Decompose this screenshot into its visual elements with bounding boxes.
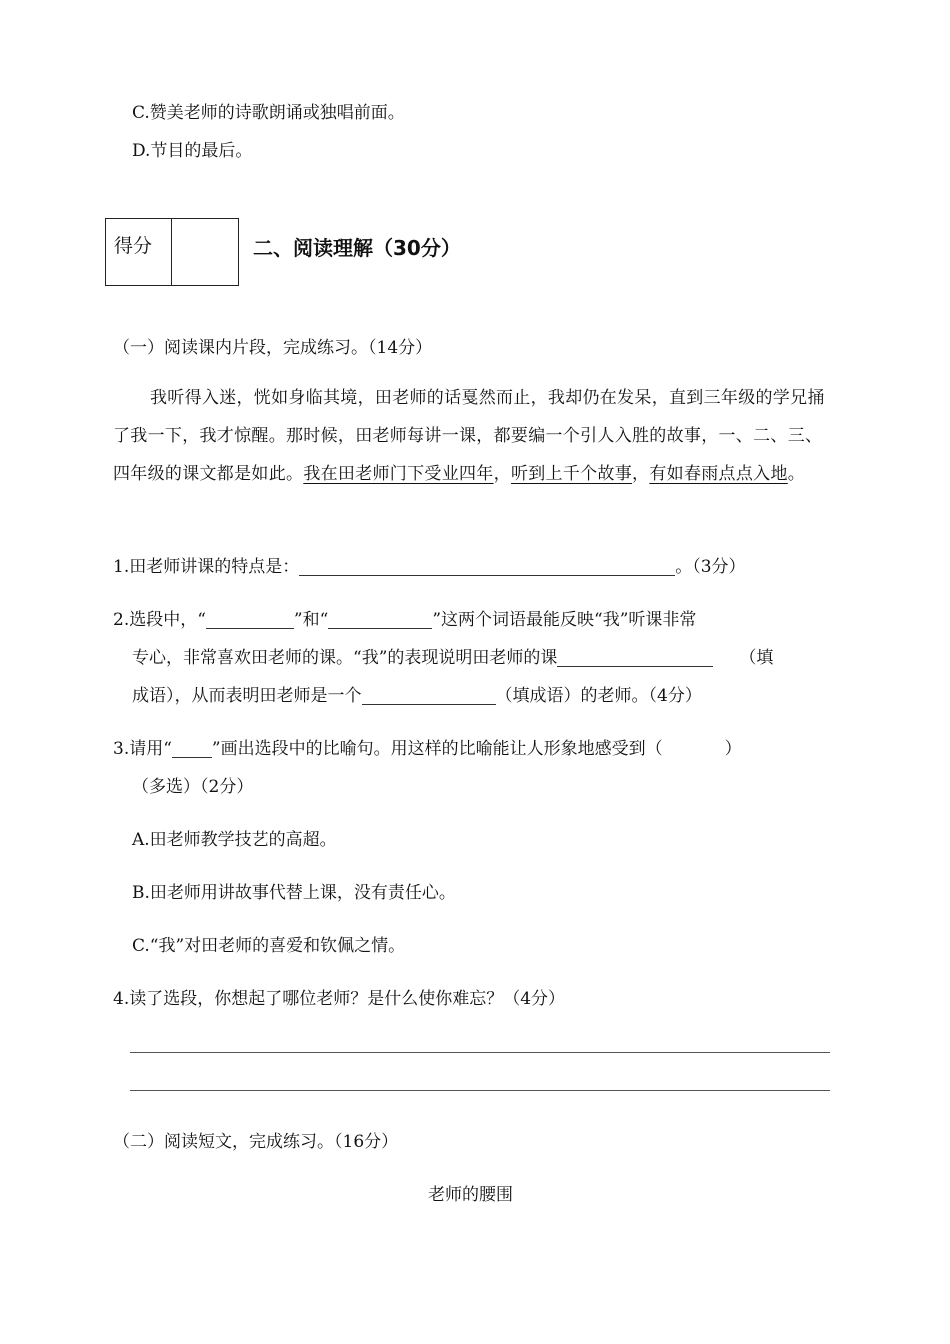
option-d: D.节目的最后。 (132, 141, 253, 161)
q2-word-blank-1[interactable] (206, 610, 294, 629)
part2-heading: （二）阅读短文，完成练习。（16分） (113, 1132, 399, 1152)
q4-answer-line-2[interactable] (130, 1090, 830, 1091)
reading-passage: 我听得入迷，恍如身临其境，田老师的话戛然而止，我却仍在发呆，直到三年级的学兄捅了我一下，我才惊醒。那时候，田老师每讲一课，都要编一个引人入胜的故事，一、二、三、四年级的课文都是如此。我在田老师门下受业四年，听到上千个故事，有如春雨点点入地。 (113, 388, 825, 484)
q3-underline-sample (172, 739, 212, 758)
q2-idiom-blank-1[interactable] (557, 648, 713, 667)
question-4: 4.读了选段，你想起了哪位老师？是什么使你难忘？（4分） (113, 989, 566, 1009)
option-c: C.赞美老师的诗歌朗诵或独唱前面。 (132, 103, 405, 123)
question-1: 1.田老师讲课的特点是： 。（3分） (113, 557, 746, 577)
question-2-line-1: 2.选段中，“ ”和“ ”这两个词语最能反映“我”听课非常 (113, 610, 697, 630)
q1-answer-blank[interactable] (299, 557, 675, 576)
q2-word-blank-2[interactable] (328, 610, 432, 629)
question-3-line-2: （多选）（2分） (132, 777, 254, 797)
article-title: 老师的腰围 (428, 1185, 513, 1205)
part1-heading: （一）阅读课内片段，完成练习。（14分） (113, 338, 433, 358)
score-box (105, 218, 239, 286)
q4-answer-line-1[interactable] (130, 1052, 830, 1053)
question-2-line-3: 成语），从而表明田老师是一个 （填成语）的老师。（4分） (132, 686, 702, 706)
question-2-line-2: 专心，非常喜欢田老师的课。“我”的表现说明田老师的课 （填 (132, 648, 774, 668)
q3-option-c: C.“我”对田老师的喜爱和钦佩之情。 (132, 936, 406, 956)
score-label: 得分 (106, 219, 172, 285)
q3-option-b: B.田老师用讲故事代替上课，没有责任心。 (132, 883, 456, 903)
score-cell[interactable] (172, 219, 238, 285)
question-3-line-1: 3.请用“ ”画出选段中的比喻句。用这样的比喻能让人形象地感受到（ ） (113, 739, 742, 759)
q3-option-a: A.田老师教学技艺的高超。 (132, 830, 337, 850)
q2-idiom-blank-2[interactable] (362, 686, 496, 705)
section-title: 二、阅读理解（30分） (253, 236, 461, 260)
